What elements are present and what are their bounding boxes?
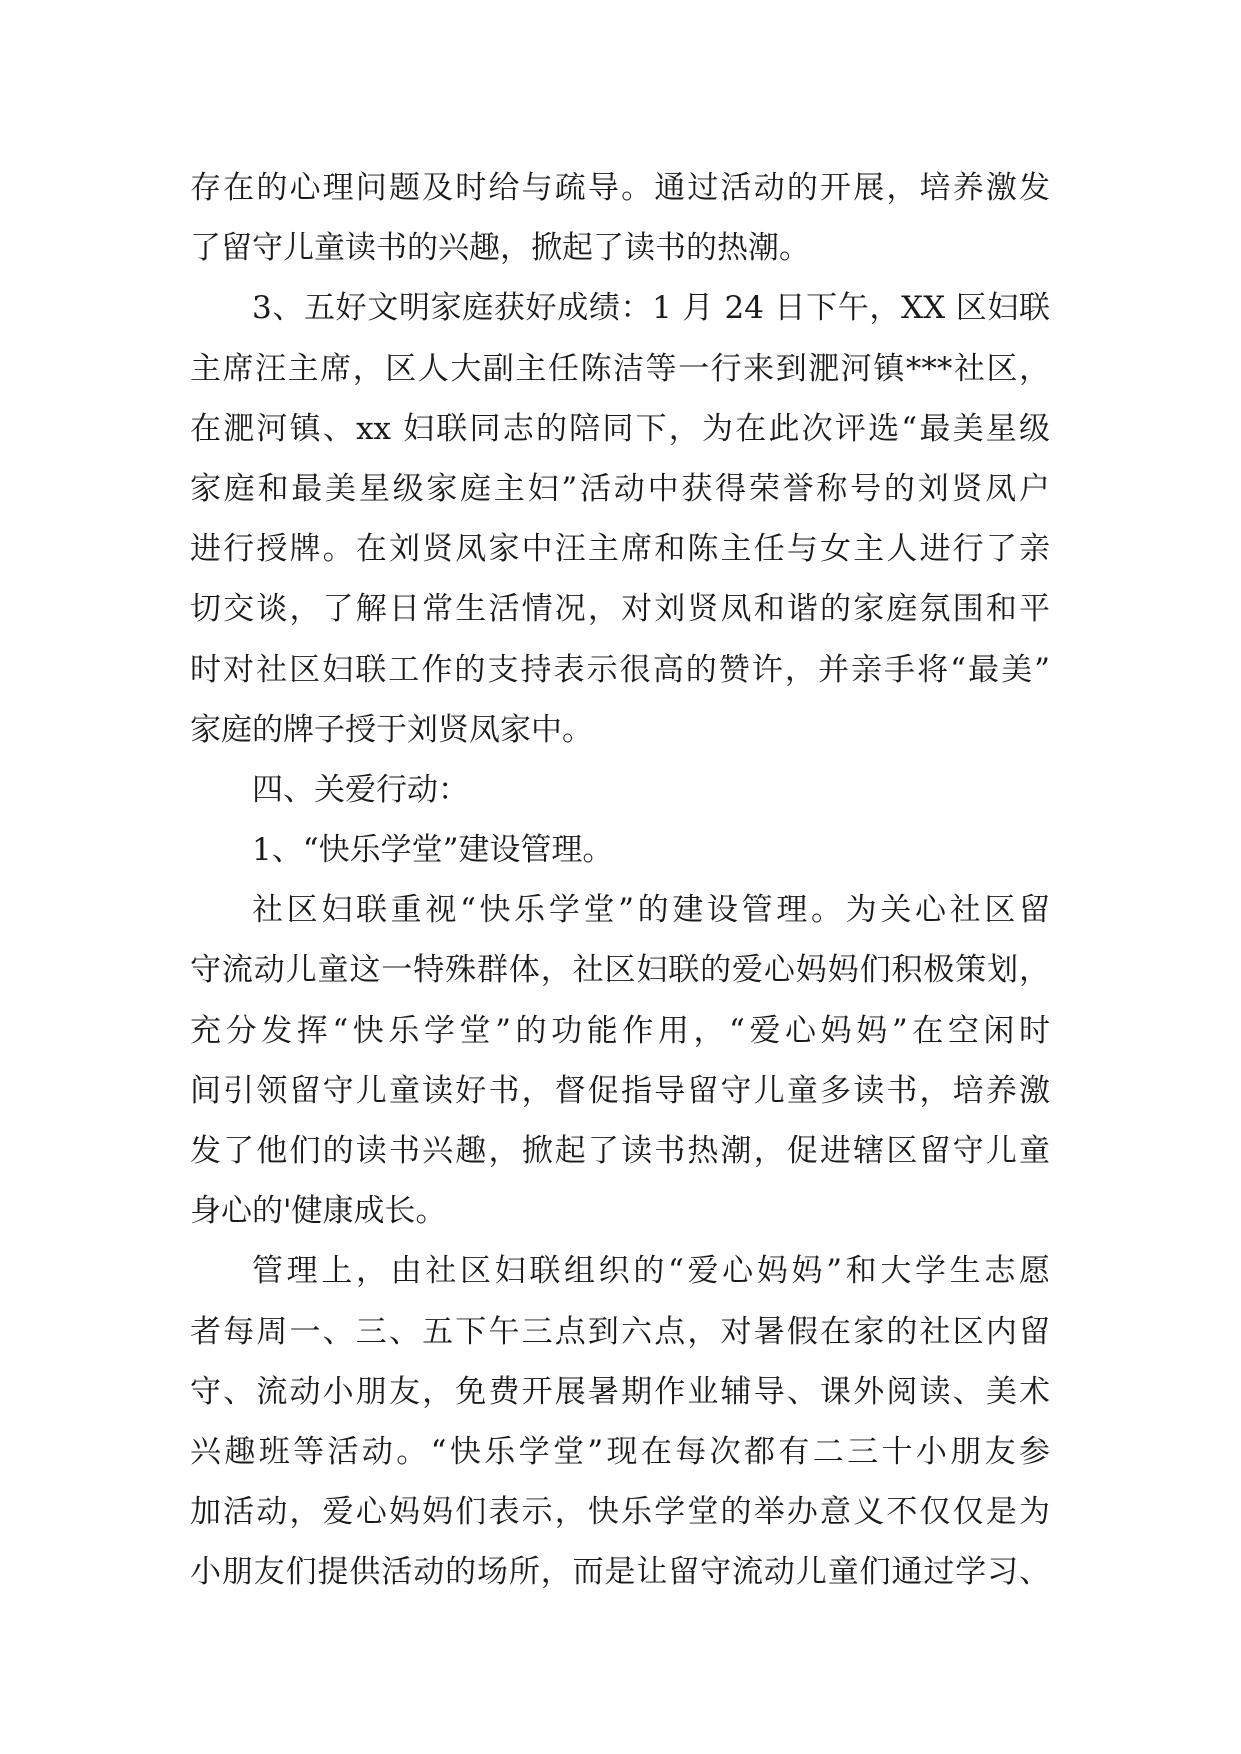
text-line: 守流动儿童这一特殊群体，社区妇联的爱心妈妈们积极策划， bbox=[190, 952, 1050, 989]
text-line: 了留守儿童读书的兴趣，掀起了读书的热潮。 bbox=[190, 230, 810, 267]
text-line: 管理上，由社区妇联组织的“爱心妈妈”和大学生志愿 bbox=[252, 1253, 1050, 1290]
text-line: 家庭的牌子授于刘贤凤家中。 bbox=[190, 711, 593, 748]
text-line: 3、五好文明家庭获好成绩：1 月 24 日下午，XX 区妇联 bbox=[252, 290, 1050, 327]
body-text bbox=[190, 158, 1050, 1603]
text-line: 时对社区妇联工作的支持表示很高的赞许，并亲手将“最美” bbox=[190, 651, 1050, 688]
text-line: 间引领留守儿童读好书，督促指导留守儿童多读书，培养激 bbox=[190, 1072, 1050, 1109]
text-line: 兴趣班等活动。“快乐学堂”现在每次都有二三十小朋友参 bbox=[190, 1433, 1050, 1470]
text-line: 小朋友们提供活动的场所，而是让留守流动儿童们通过学习、 bbox=[190, 1554, 1050, 1591]
text-line: 发了他们的读书兴趣，掀起了读书热潮，促进辖区留守儿童 bbox=[190, 1133, 1050, 1169]
text-line: 身心的'健康成长。 bbox=[190, 1193, 447, 1230]
text-line: 充分发挥“快乐学堂”的功能作用，“爱心妈妈”在空闲时 bbox=[190, 1012, 1050, 1049]
text-line: 进行授牌。在刘贤凤家中汪主席和陈主任与女主人进行了亲 bbox=[190, 531, 1050, 568]
text-line: 在淝河镇、xx 妇联同志的陪同下，为在此次评选“最美星级 bbox=[190, 410, 1050, 447]
text-line: 主席汪主席，区人大副主任陈洁等一行来到淝河镇***社区， bbox=[190, 350, 1050, 387]
text-line: 者每周一、三、五下午三点到六点，对暑假在家的社区内留 bbox=[190, 1313, 1050, 1350]
text-line: 家庭和最美星级家庭主妇”活动中获得荣誉称号的刘贤凤户 bbox=[190, 470, 1050, 507]
text-line: 守、流动小朋友，免费开展暑期作业辅导、课外阅读、美术 bbox=[190, 1373, 1050, 1410]
subsection-heading: 1、“快乐学堂”建设管理。 bbox=[252, 832, 614, 869]
section-heading: 四、关爱行动： bbox=[252, 771, 469, 808]
text-line: 切交谈，了解日常生活情况，对刘贤凤和谐的家庭氛围和平 bbox=[190, 591, 1050, 628]
text-line: 存在的心理问题及时给与疏导。通过活动的开展，培养激发 bbox=[190, 170, 1050, 206]
text-line: 社区妇联重视“快乐学堂”的建设管理。为关心社区留 bbox=[252, 892, 1050, 929]
text-line: 加活动，爱心妈妈们表示，快乐学堂的举办意义不仅仅是为 bbox=[190, 1494, 1050, 1531]
